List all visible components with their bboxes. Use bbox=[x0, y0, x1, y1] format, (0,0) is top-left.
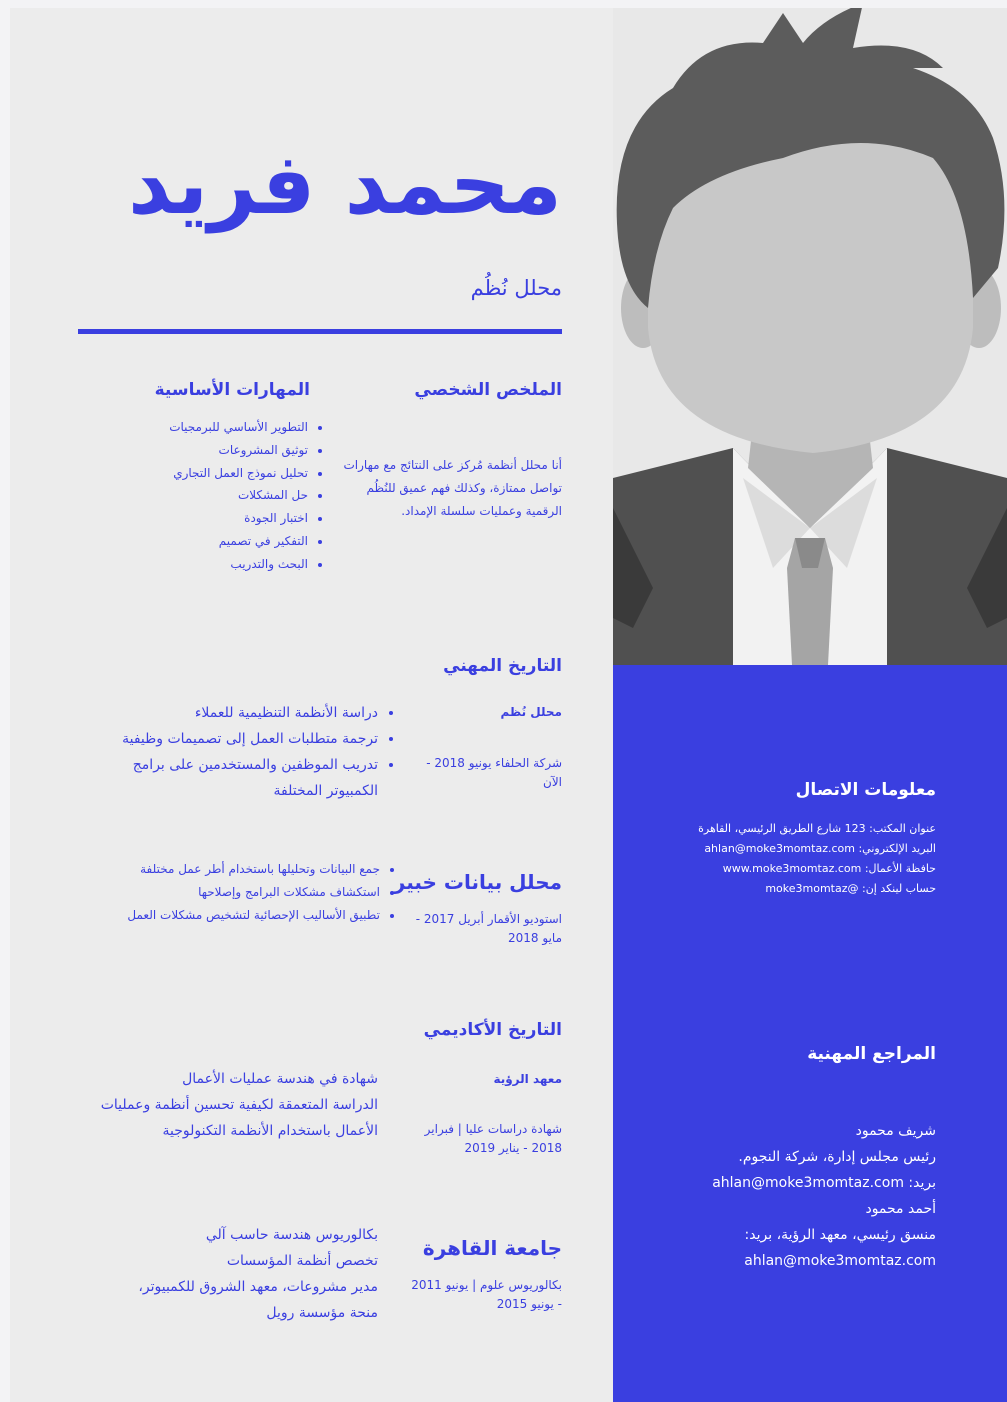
header-divider bbox=[78, 329, 562, 334]
list-item: • ترجمة متطلبات العمل إلى تصميمات وظيفية bbox=[88, 726, 378, 752]
detail-line: الدراسة المتعمقة لكيفية تحسين أنظمة وعمليات bbox=[100, 1097, 378, 1113]
job-1-meta: شركة الحلفاء يونيو 2018 - الآن bbox=[426, 756, 562, 789]
person-name: محمد فريد bbox=[128, 135, 562, 233]
reference-line: ahlan@moke3momtaz.com bbox=[744, 1253, 936, 1269]
reference-line: بريد: ahlan@moke3momtaz.com bbox=[712, 1175, 936, 1191]
reference-line: شريف محمود bbox=[855, 1123, 936, 1139]
detail-line: بكالوريوس هندسة حاسب آلي bbox=[205, 1227, 378, 1243]
contact-details bbox=[650, 819, 936, 899]
list-item: • البحث والتدريب bbox=[110, 553, 308, 576]
reference-line: أحمد محمود bbox=[865, 1201, 936, 1217]
career-heading: التاريخ المهني bbox=[443, 656, 562, 676]
edu-1-school: معهد الرؤية bbox=[493, 1072, 562, 1086]
job-2-bullets bbox=[80, 858, 398, 927]
detail-line: تخصص أنظمة المؤسسات bbox=[226, 1253, 378, 1269]
edu-1-details bbox=[78, 1066, 378, 1144]
list-item: • حل المشكلات bbox=[110, 484, 308, 507]
references-details bbox=[650, 1118, 936, 1274]
job-title: محلل نُظُم bbox=[470, 276, 562, 300]
detail-line: الأعمال باستخدام الأنظمة التكنولوجية bbox=[162, 1123, 378, 1139]
list-item: • تطبيق الأساليب الإحصائية لتشخيص مشكلات العمل bbox=[80, 904, 380, 927]
detail-line: شهادة في هندسة عمليات الأعمال bbox=[182, 1071, 378, 1087]
list-item: • تحليل نموذج العمل التجاري bbox=[110, 462, 308, 485]
edu-2-details bbox=[78, 1222, 378, 1326]
profile-photo bbox=[613, 8, 1007, 665]
resume-page bbox=[10, 8, 1007, 1402]
summary-heading: الملخص الشخصي bbox=[414, 380, 562, 400]
contact-address: عنوان المكتب: 123 شارع الطريق الرئيسي، القاهرة bbox=[698, 822, 936, 835]
job-1-bullets bbox=[88, 700, 396, 804]
contact-email: البريد الإلكتروني: ahlan@moke3momtaz.com bbox=[704, 842, 936, 855]
edu-2-school: جامعة القاهرة bbox=[422, 1236, 562, 1260]
list-item: • جمع البيانات وتحليلها باستخدام أطر عمل مختلفة bbox=[80, 858, 380, 881]
contact-heading: معلومات الاتصال bbox=[795, 780, 936, 800]
list-item: • دراسة الأنظمة التنظيمية للعملاء bbox=[88, 700, 378, 726]
contact-portfolio: حافظة الأعمال: www.moke3momtaz.com bbox=[722, 862, 936, 875]
list-item: • التفكير في تصميم bbox=[110, 530, 308, 553]
skills-list bbox=[110, 416, 326, 576]
list-item: • توثيق المشروعات bbox=[110, 439, 308, 462]
job-2-meta: استوديو الأقمار أبريل 2017 - مايو 2018 bbox=[415, 912, 562, 945]
list-item: • التطوير الأساسي للبرمجيات bbox=[110, 416, 308, 439]
detail-line: منحة مؤسسة رويل bbox=[266, 1305, 378, 1321]
references-heading: المراجع المهنية bbox=[807, 1044, 936, 1064]
edu-1-meta: شهادة دراسات عليا | فبراير 2018 - يناير 2019 bbox=[424, 1122, 562, 1155]
list-item: • استكشاف مشكلات البرامج وإصلاحها bbox=[80, 881, 380, 904]
skills-heading: المهارات الأساسية bbox=[154, 380, 310, 400]
contact-linkedin: حساب لينكد إن: @moke3momtaz bbox=[765, 882, 936, 895]
avatar-placeholder-icon bbox=[613, 8, 1007, 665]
reference-line: رئيس مجلس إدارة، شركة النجوم. bbox=[738, 1149, 936, 1165]
education-heading: التاريخ الأكاديمي bbox=[423, 1020, 562, 1040]
detail-line: مدير مشروعات، معهد الشروق للكمبيوتر، bbox=[138, 1279, 378, 1295]
reference-line: منسق رئيسي، معهد الرؤية، بريد: bbox=[744, 1227, 936, 1243]
list-item: • اختبار الجودة bbox=[110, 507, 308, 530]
summary-text: أنا محلل أنظمة مُركز على النتائج مع مهارات تواصل ممتازة، وكذلك فهم عميق للنُظُم الرقمية وعمليات سلسلة الإمداد. bbox=[343, 458, 562, 518]
list-item: • تدريب الموظفين والمستخدمين على برامج الكمبيوتر المختلفة bbox=[88, 752, 378, 804]
edu-2-meta: بكالوريوس علوم | يونيو 2011 - يونيو 2015 bbox=[411, 1278, 562, 1311]
job-2-title: محلل بيانات خبير bbox=[393, 870, 562, 894]
job-1-title: محلل نُظم bbox=[500, 705, 562, 719]
